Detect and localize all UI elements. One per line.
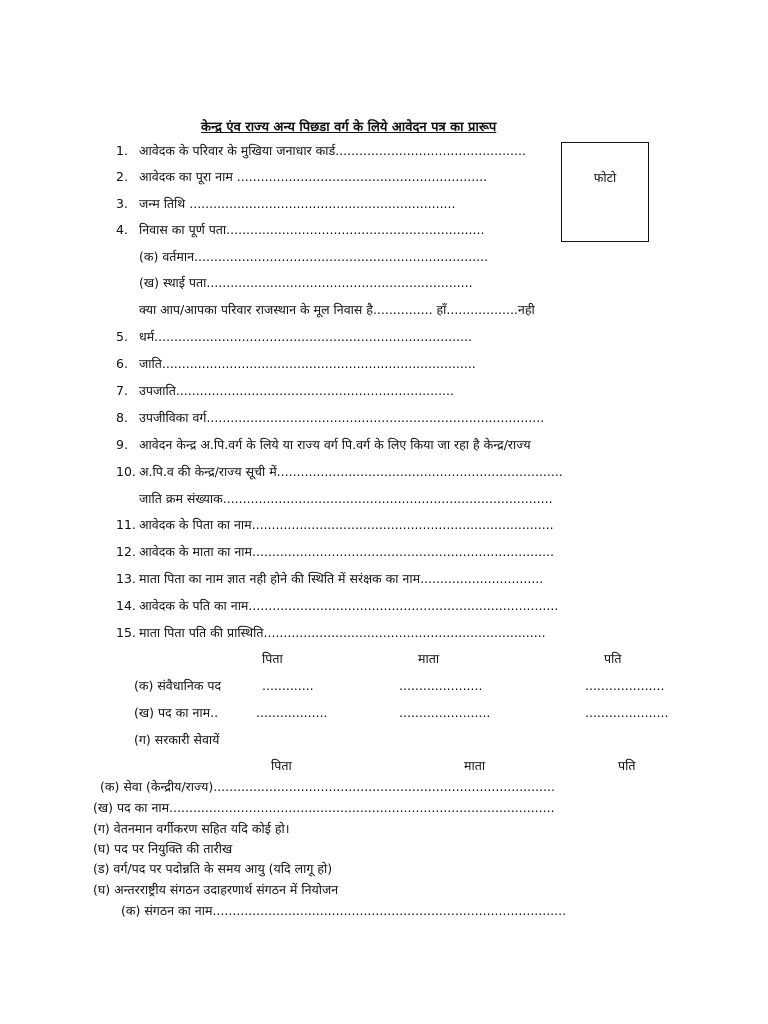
item-number: 5. xyxy=(116,329,128,344)
item-text: उपजीविका वर्ग..................................................................................... xyxy=(139,410,545,425)
service-line: (ग) वेतनमान वर्गीकरण सहित यदि कोई हो। xyxy=(93,821,290,836)
item-number: 2. xyxy=(116,169,128,184)
item-text: आवेदक के पति का नाम.............................................................................. xyxy=(139,598,559,613)
item-text: (ख) स्थाई पता................................................................... xyxy=(139,275,473,290)
item-text: जन्म तिथि ................................................................... xyxy=(139,196,456,211)
item-text: माता पिता का नाम ज्ञात नही होने की स्थिति में सरंक्षक का नाम............................... xyxy=(139,571,544,586)
service-line: (ड) वर्ग/पद पर पदोन्नति के समय आयु (यदि लागू हो) xyxy=(93,861,333,876)
item-text: निवास का पूर्ण पता................................................................. xyxy=(139,222,485,237)
item-number: 6. xyxy=(116,356,128,371)
service-line: (ख) पद का नाम................................................................................................. xyxy=(93,800,555,815)
service-line: (क) सेवा (केन्द्रीय/राज्य)...................................................................................... xyxy=(100,779,555,794)
item-text: (क) वर्तमान.......................................................................... xyxy=(139,249,489,264)
item-text: माता पिता पति की प्रास्थिति....................................................................... xyxy=(139,625,546,640)
item-text: जाति............................................................................... xyxy=(139,356,476,371)
service-line: (क) संगठन का नाम......................................................................................... xyxy=(121,903,567,918)
item-number: 13. xyxy=(116,571,136,586)
service-header-mother: माता xyxy=(464,758,486,773)
item-number: 10. xyxy=(116,464,136,479)
status-cell: .................. xyxy=(256,705,328,720)
item-number: 7. xyxy=(116,383,128,398)
status-cell: ....................... xyxy=(399,705,491,720)
status-row-label: (ख) पद का नाम.. xyxy=(134,705,219,720)
item-text: आवेदक के माता का नाम............................................................................ xyxy=(139,544,554,559)
status-cell: .................... xyxy=(585,678,665,693)
item-number: 3. xyxy=(116,196,128,211)
photo-box xyxy=(561,142,649,242)
item-text: धर्म................................................................................ xyxy=(139,329,473,344)
status-row-label: (क) संवैधानिक पद xyxy=(134,678,222,693)
item-text: आवेदक का पूरा नाम ............................................................... xyxy=(139,169,488,184)
item-number: 4. xyxy=(116,222,128,237)
status-cell: ..................... xyxy=(399,678,483,693)
service-header-husband: पति xyxy=(618,758,636,773)
item-text: क्या आप/आपका परिवार राजस्थान के मूल निवास है............... हाँ..................नही xyxy=(139,302,535,317)
status-cell: ............. xyxy=(262,678,314,693)
item-text: आवेदन केन्द्र अ.पि.वर्ग के लिये या राज्य वर्ग पि.वर्ग के लिए किया जा रहा है केन्द्र/राज्य xyxy=(139,437,531,452)
item-text: आवेदक के पिता का नाम............................................................................ xyxy=(139,517,554,532)
item-text: जाति क्रम संख्याक................................................................................... xyxy=(139,491,553,506)
item-text: अ.पि.व की केन्द्र/राज्य सूची में........................................................................ xyxy=(139,464,563,479)
column-header-mother: माता xyxy=(418,651,440,666)
item-number: 9. xyxy=(116,437,128,452)
photo-label: फोटो xyxy=(593,170,617,185)
item-number: 8. xyxy=(116,410,128,425)
form-title: केन्द्र एंव राज्य अन्य पिछडा वर्ग के लिये आवेदन पत्र का प्रारूप xyxy=(201,120,497,135)
item-number: 11. xyxy=(116,517,136,532)
item-number: 12. xyxy=(116,544,136,559)
item-number: 14. xyxy=(116,598,136,613)
item-number: 1. xyxy=(116,143,128,158)
service-line: (घ) अन्तरराष्ट्रीय संगठन उदाहरणार्थ संगठन में नियोजन xyxy=(93,882,339,897)
service-header-father: पिता xyxy=(271,758,292,773)
column-header-father: पिता xyxy=(262,651,283,666)
column-header-husband: पति xyxy=(604,651,622,666)
item-text: उपजाति...................................................................... xyxy=(139,383,454,398)
status-row-label: (ग) सरकारी सेवायें xyxy=(134,732,220,747)
service-line: (घ) पद पर नियुक्ति की तारीख xyxy=(93,841,233,856)
item-text: आवेदक के परिवार के मुखिया जनाधार कार्ड................................................ xyxy=(139,143,526,158)
status-cell: ..................... xyxy=(585,705,669,720)
item-number: 15. xyxy=(116,625,136,640)
